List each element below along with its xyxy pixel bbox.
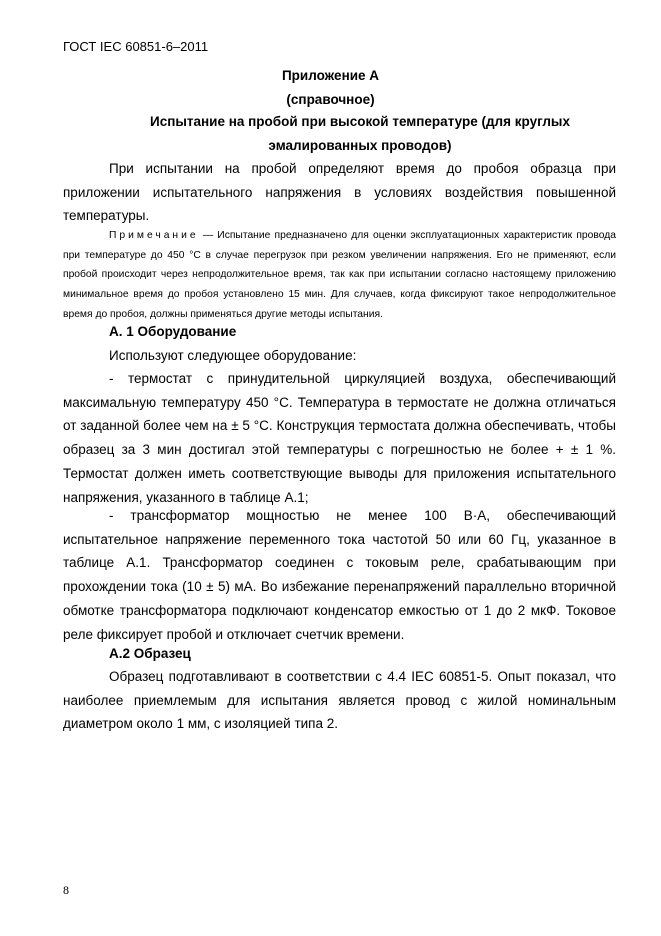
equipment-item-thermostat: - термостат с принудительной циркуляцией воздуха, обеспечивающий максимальную температуру 450 °С. Температура в термостате не должна отличаться от заданной более чем на ± 5 °С. Конструкция термостата должна обеспечивать, чтобы образец за 3 мин достигал этой температуры с погрешностью не более + ± 1 %. Термостат должен иметь соответствующие выводы для приложения испытательного напряжения, указанного в таблице А.1;	[63, 371, 616, 505]
equipment-item-transformer: - трансформатор мощностью не менее 100 В·А, обеспечивающий испытательное напряжение переменного тока частотой 50 или 60 Гц, указанное в таблице А.1. Трансформатор соединен с токовым реле, срабатывающим при прохождении тока (10 ± 5) мА. Во избежание перенапряжений параллельно вторичной обмотке трансформатора подключают конденсатор емкостью от 1 до 2 мкФ. Токовое реле фиксирует пробой и отключает счетчик времени.	[63, 508, 616, 642]
document-header: ГОСТ IEC 60851-6–2011	[63, 39, 209, 54]
note-text: — Испытание предназначено для оценки эксплуатационных характеристик провода при температуре до 450 °С в случае перегрузок при резком увеличении напряжения. Его не применяют, если пробой происходит через непродолжительное время, так как при испытании согласно настоящему приложению минимальное время до пробоя установлено 15 мин. Для случаев, когда фиксируют такое непродолжительное время до пробоя, должны применяться другие методы испытания.	[63, 230, 616, 320]
page-number: 8	[63, 883, 69, 897]
note-paragraph	[63, 226, 616, 325]
appendix-title: Приложение А	[281, 68, 380, 83]
intro-paragraph: При испытании на пробой определяют время до пробоя образца при приложении испытательного напряжения в условиях воздействия повышенной температуры.	[63, 161, 616, 224]
section-1-heading: А. 1 Оборудование	[109, 324, 237, 339]
appendix-subtitle: (справочное)	[286, 92, 375, 107]
section-2-heading: А.2 Образец	[109, 646, 191, 661]
section-2-paragraph: Образец подготавливают в соответствии с 4.4 IEC 60851-5. Опыт показал, что наиболее приемлемым для испытания является провод с жилой номинальным диаметром около 1 мм, с изоляцией типа 2.	[63, 669, 616, 732]
section-1-lead: Используют следующее оборудование:	[109, 348, 357, 363]
appendix-heading: Испытание на пробой при высокой температуре (для круглых эмалированных проводов)	[150, 114, 570, 153]
note-label: Примечание	[109, 230, 199, 241]
